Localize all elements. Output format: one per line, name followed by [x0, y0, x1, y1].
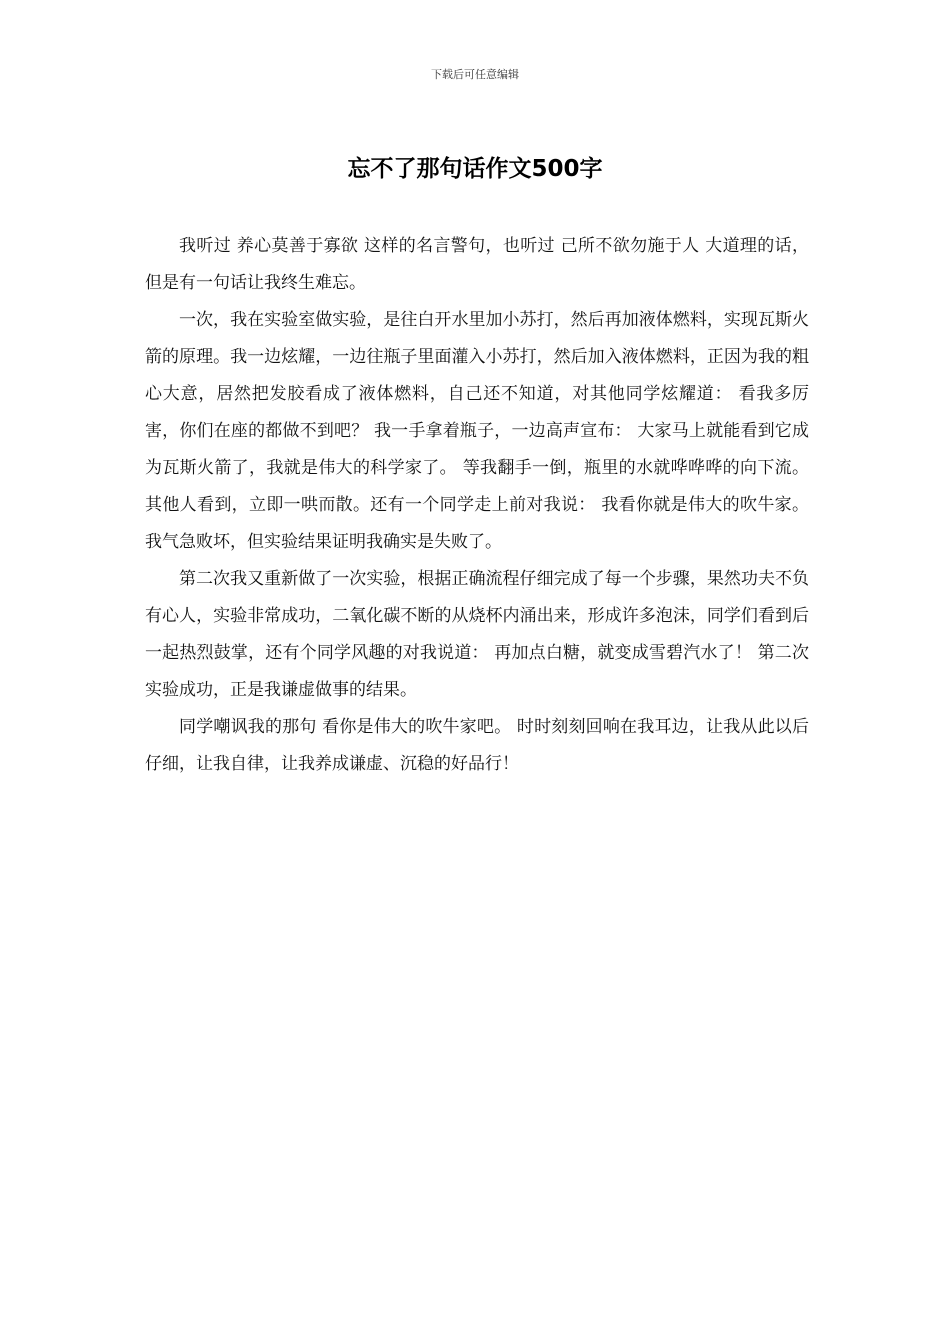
- paragraph: 我听过 养心莫善于寡欲 这样的名言警句，也听过 己所不欲勿施于人 大道理的话，但是有一句话让我终生难忘。: [145, 236, 809, 293]
- essay-body: [145, 228, 809, 783]
- header-note: 下载后可任意编辑: [431, 68, 519, 81]
- paragraph: 第二次我又重新做了一次实验，根据正确流程仔细完成了每一个步骤，果然功夫不负有心人，实验非常成功，二氧化碳不断的从烧杯内涌出来，形成许多泡沫，同学们看到后一起热烈鼓掌，还有个同学风趣的对我说道： 再加点白糖，就变成雪碧汽水了！ 第二次实验成功，正是我谦虚做事的结果。: [145, 569, 809, 700]
- page-title: 忘不了那句话作文500字: [347, 156, 603, 182]
- paragraph: 同学嘲讽我的那句 看你是伟大的吹牛家吧。 时时刻刻回响在我耳边，让我从此以后仔细，让我自律，让我养成谦虚、沉稳的好品行！: [145, 717, 809, 774]
- paragraph: 一次，我在实验室做实验，是往白开水里加小苏打，然后再加液体燃料，实现瓦斯火箭的原理。我一边炫耀，一边往瓶子里面灌入小苏打，然后加入液体燃料，正因为我的粗心大意，居然把发胶看成了液体燃料，自己还不知道，对其他同学炫耀道： 看我多厉害，你们在座的都做不到吧？ 我一手拿着瓶子，一边高声宣布： 大家马上就能看到它成为瓦斯火箭了，我就是伟大的科学家了。 等我翻手一倒，瓶里的水就哗哗哗的向下流。其他人看到，立即一哄而散。还有一个同学走上前对我说： 我看你就是伟大的吹牛家。 我气急败坏，但实验结果证明我确实是失败了。: [145, 310, 809, 552]
